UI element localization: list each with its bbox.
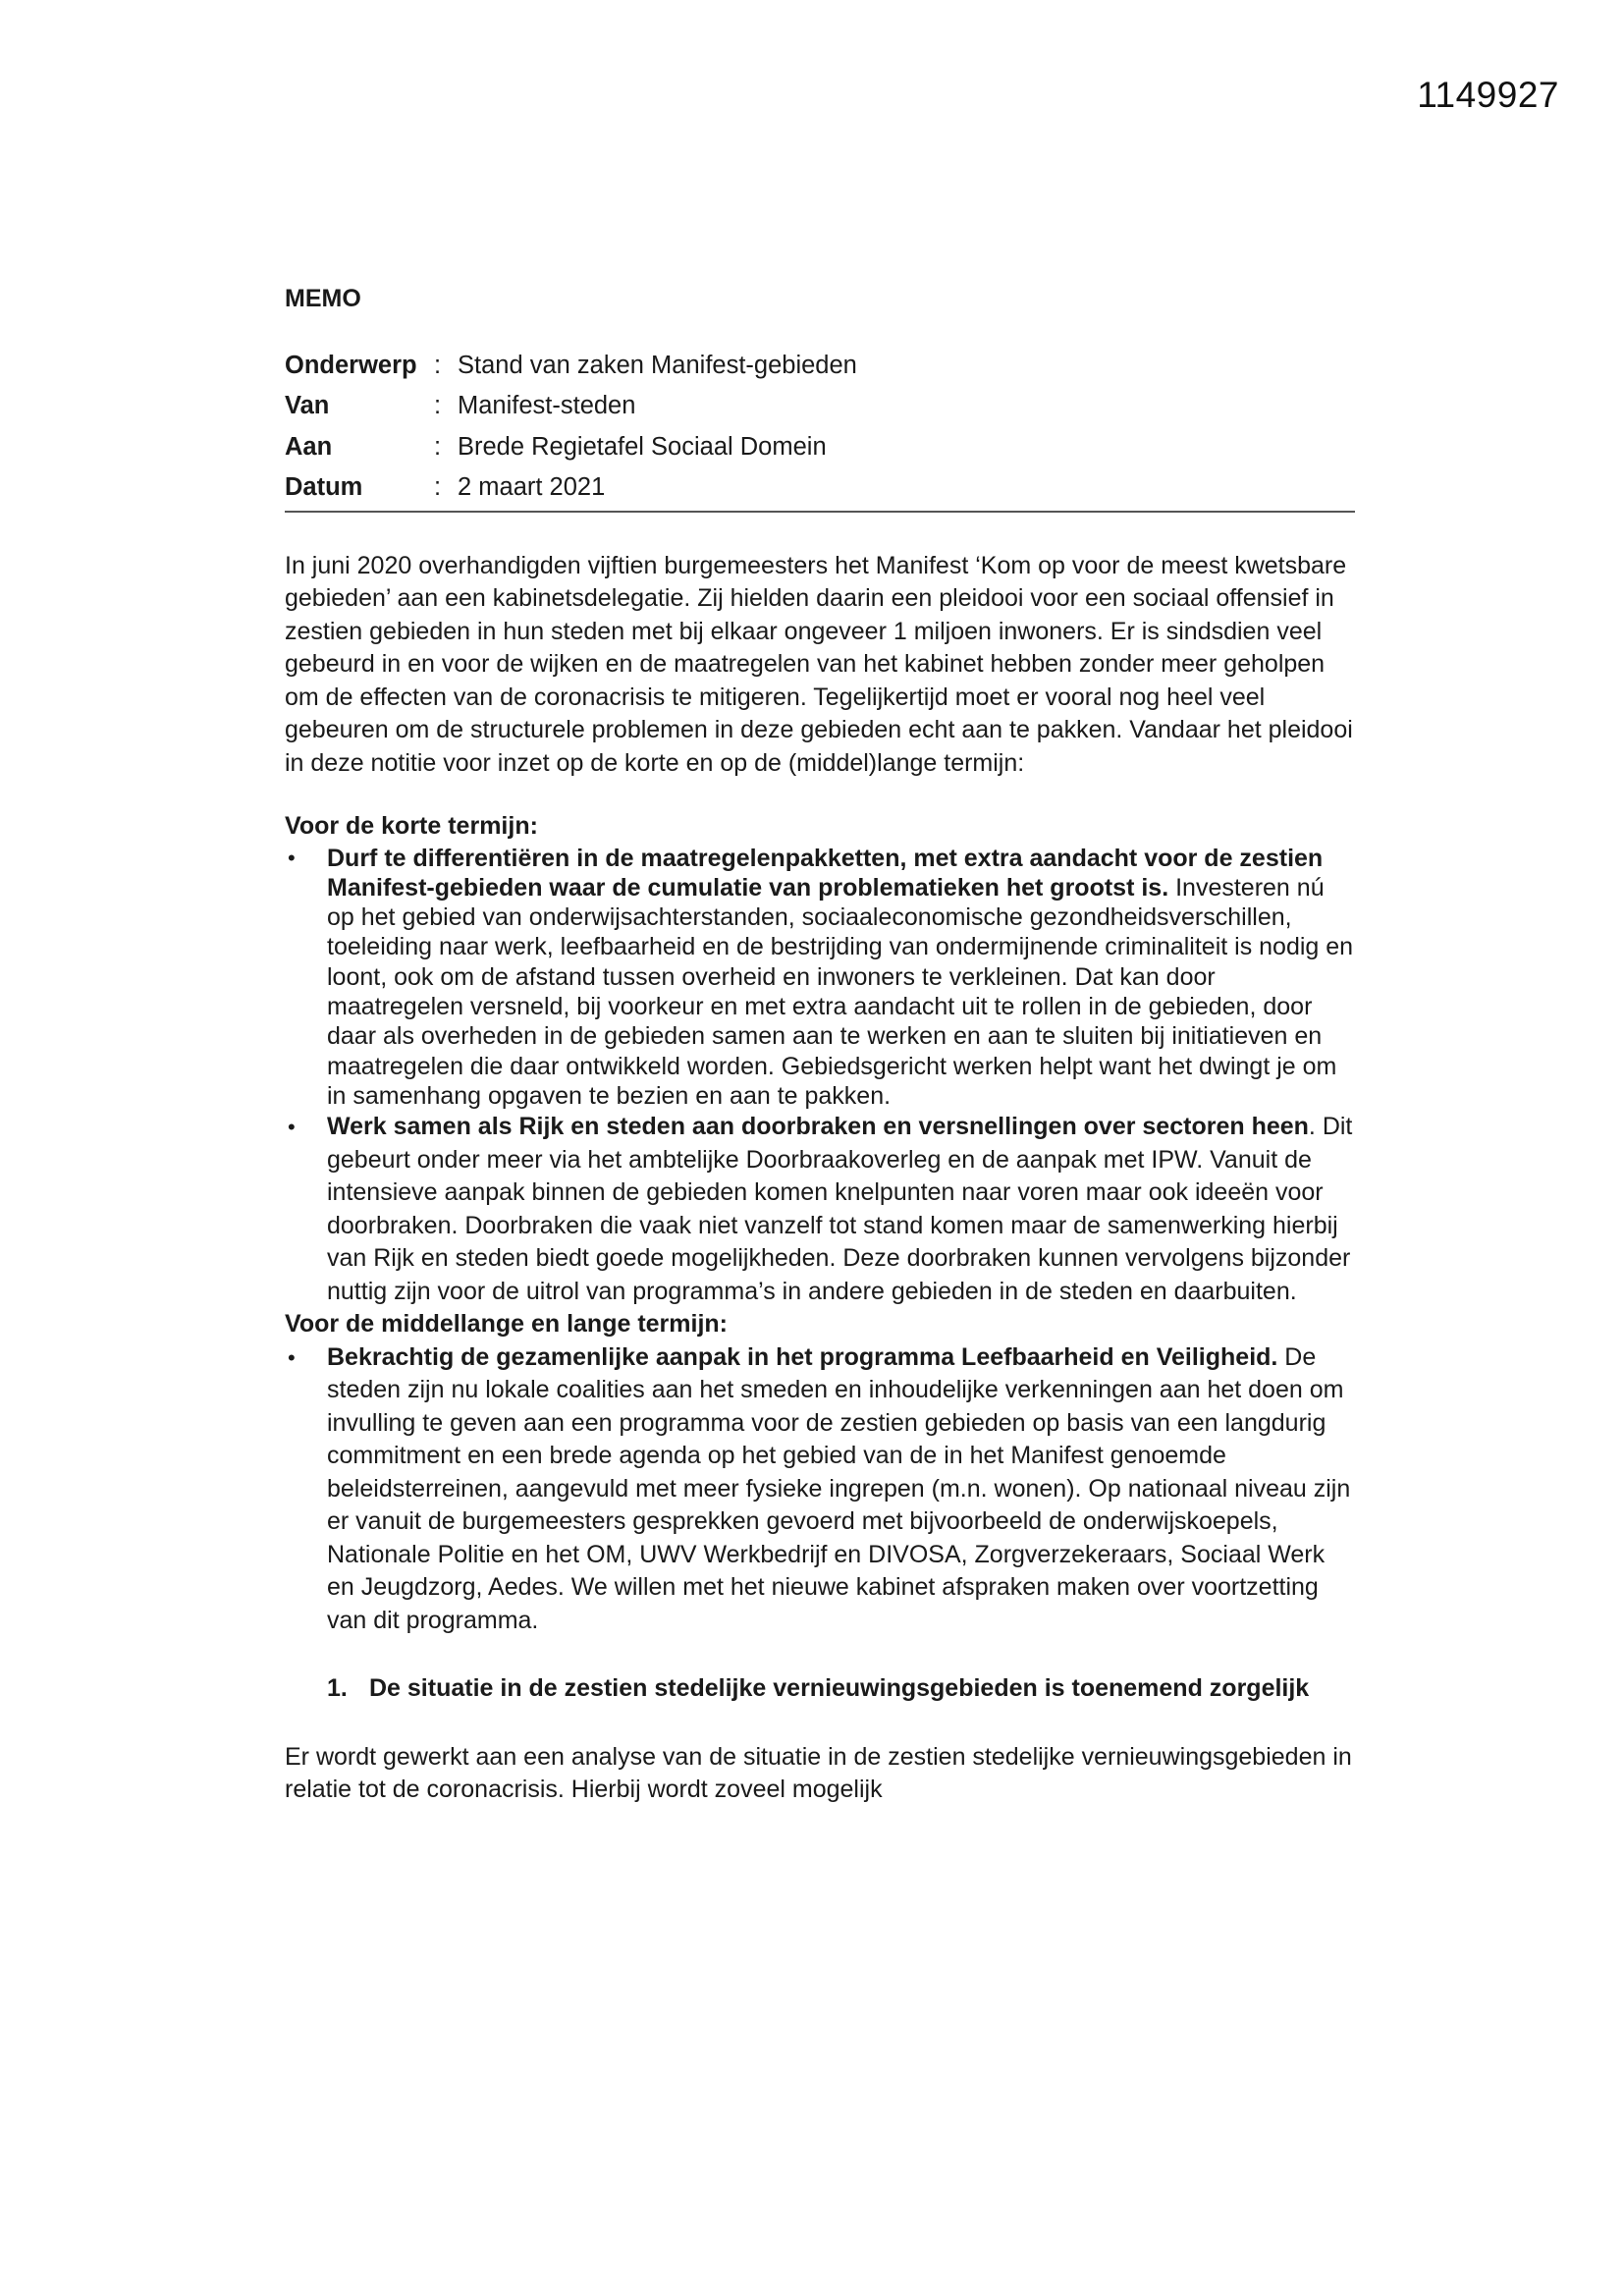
meta-value: 2 maart 2021: [458, 473, 606, 501]
intro-paragraph: In juni 2020 overhandigden vijftien burgemeesters het Manifest ‘Kom op voor de meest kwetsbare gebieden’ aan een kabinetsdelegatie. Zij hielden daarin een pleidooi voor een sociaal offensief in zestien gebieden in hun steden met bij elkaar ongeveer 1 miljoen inwoners. Er is sindsdien veel gebeurd in en voor de wijken en de maatregelen van het kabinet hebben zonder meer geholpen om de effecten van de coronacrisis te mitigeren. Tegelijkertijd moet er vooral nog heel veel gebeuren om de structurele problemen in deze gebieden echt aan te pakken. Vandaar het pleidooi in deze notitie voor inzet op de korte en op de (middel)lange termijn:: [285, 551, 1353, 777]
list-item-lead: Bekrachtig de gezamenlijke aanpak in het programma Leefbaarheid en Veiligheid.: [327, 1342, 1278, 1371]
short-term-list: [285, 844, 1355, 1309]
meta-label: Van: [285, 392, 330, 419]
meta-row-date: [285, 467, 857, 509]
long-term-heading: Voor de middellange en lange termijn:: [285, 1310, 729, 1339]
list-item: [285, 1341, 1355, 1638]
meta-row-to: [285, 427, 857, 468]
meta-value: Manifest-steden: [458, 392, 636, 419]
meta-value: Stand van zaken Manifest-gebieden: [458, 351, 857, 379]
meta-separator: :: [434, 473, 442, 501]
meta-label: Onderwerp: [285, 351, 417, 379]
memo-page: [285, 283, 1355, 1807]
bullet-icon: •: [288, 845, 296, 870]
short-term-heading: Voor de korte termijn:: [285, 812, 538, 840]
meta-label: Datum: [285, 473, 363, 501]
document-number: 1149927: [1417, 75, 1559, 115]
section-1-heading: [327, 1672, 1355, 1706]
list-item: [285, 844, 1355, 1112]
meta-row-subject: [285, 346, 857, 387]
list-item-text: De steden zijn nu lokale coalities aan het smeden en inhoudelijke verkenningen aan het doen om invulling te geven aan een programma voor de zestien gebieden op basis van een langdurig commitment en een brede agenda op het gebied van de in het Manifest genoemde beleidsterreinen, aangevuld met meer fysieke ingrepen (m.n. wonen). Op nationaal niveau zijn er vanuit de burgemeesters gesprekken gevoerd met bijvoorbeeld de onderwijskoepels, Nationale Politie en het OM, UWV Werkbedrijf en DIVOSA, Zorgverzekeraars, Sociaal Werk en Jeugdzorg, Aedes. We willen met het nieuwe kabinet afspraken maken over voortzetting van dit programma.: [327, 1342, 1351, 1634]
list-item-lead: Durf te differentiëren in de maatregelenpakketten, met extra aandacht voor de zestien Manifest-gebieden waar de cumulatie van problematieken het grootst is.: [327, 844, 1324, 902]
section-number: 1.: [327, 1674, 348, 1703]
meta-separator: :: [434, 432, 442, 461]
header-divider: [285, 511, 1355, 513]
bullet-icon: •: [288, 1115, 296, 1140]
meta-row-from: [285, 386, 857, 427]
memo-header-table: [285, 346, 857, 509]
list-item-text: . Dit gebeurt onder meer via het ambtelijke Doorbraakoverleg en de aanpak met IPW. Vanuit de intensieve aanpak binnen de gebieden komen knelpunten naar voren maar ook ideeën voor doorbraken. Doorbraken die vaak niet vanzelf tot stand komen maar de samenwerking hierbij van Rijk en steden biedt goede mogelijkheden. Deze doorbraken kunnen vervolgens bijzonder nuttig zijn voor de uitrol van programma’s in andere gebieden in de steden en daarbuiten.: [327, 1113, 1353, 1305]
long-term-list: [285, 1341, 1355, 1638]
bullet-icon: •: [288, 1344, 296, 1370]
meta-separator: :: [434, 351, 442, 379]
section-title: De situatie in de zestien stedelijke vernieuwingsgebieden is toenemend zorgelijk: [369, 1674, 1310, 1703]
memo-title: MEMO: [285, 285, 361, 312]
list-item: [285, 1111, 1355, 1308]
meta-value: Brede Regietafel Sociaal Domein: [458, 432, 827, 461]
closing-paragraph: Er wordt gewerkt aan een analyse van de situatie in de zestien stedelijke vernieuwingsgebieden in relatie tot de coronacrisis. Hierbij wordt zoveel mogelijk: [285, 1742, 1352, 1804]
meta-label: Aan: [285, 432, 333, 461]
meta-separator: :: [434, 392, 442, 419]
list-item-text: Investeren nú op het gebied van onderwijsachterstanden, sociaaleconomische gezondheidsverschillen, toeleiding naar werk, leefbaarheid en de bestrijding van ondermijnende criminaliteit is nodig en loont, ook om de afstand tussen overheid en inwoners te verkleinen. Dat kan door maatregelen versneld, bij voorkeur en met extra aandacht uit te rollen in de gebieden, door daar als overheden in de gebieden samen aan te werken en aan te sluiten bij initiatieven en maatregelen die daar ontwikkeld worden. Gebiedsgericht werken helpt want het dwingt je om in samenhang opgaven te bezien en aan te pakken.: [327, 873, 1354, 1110]
list-item-lead: Werk samen als Rijk en steden aan doorbraken en versnellingen over sectoren heen: [327, 1113, 1309, 1141]
